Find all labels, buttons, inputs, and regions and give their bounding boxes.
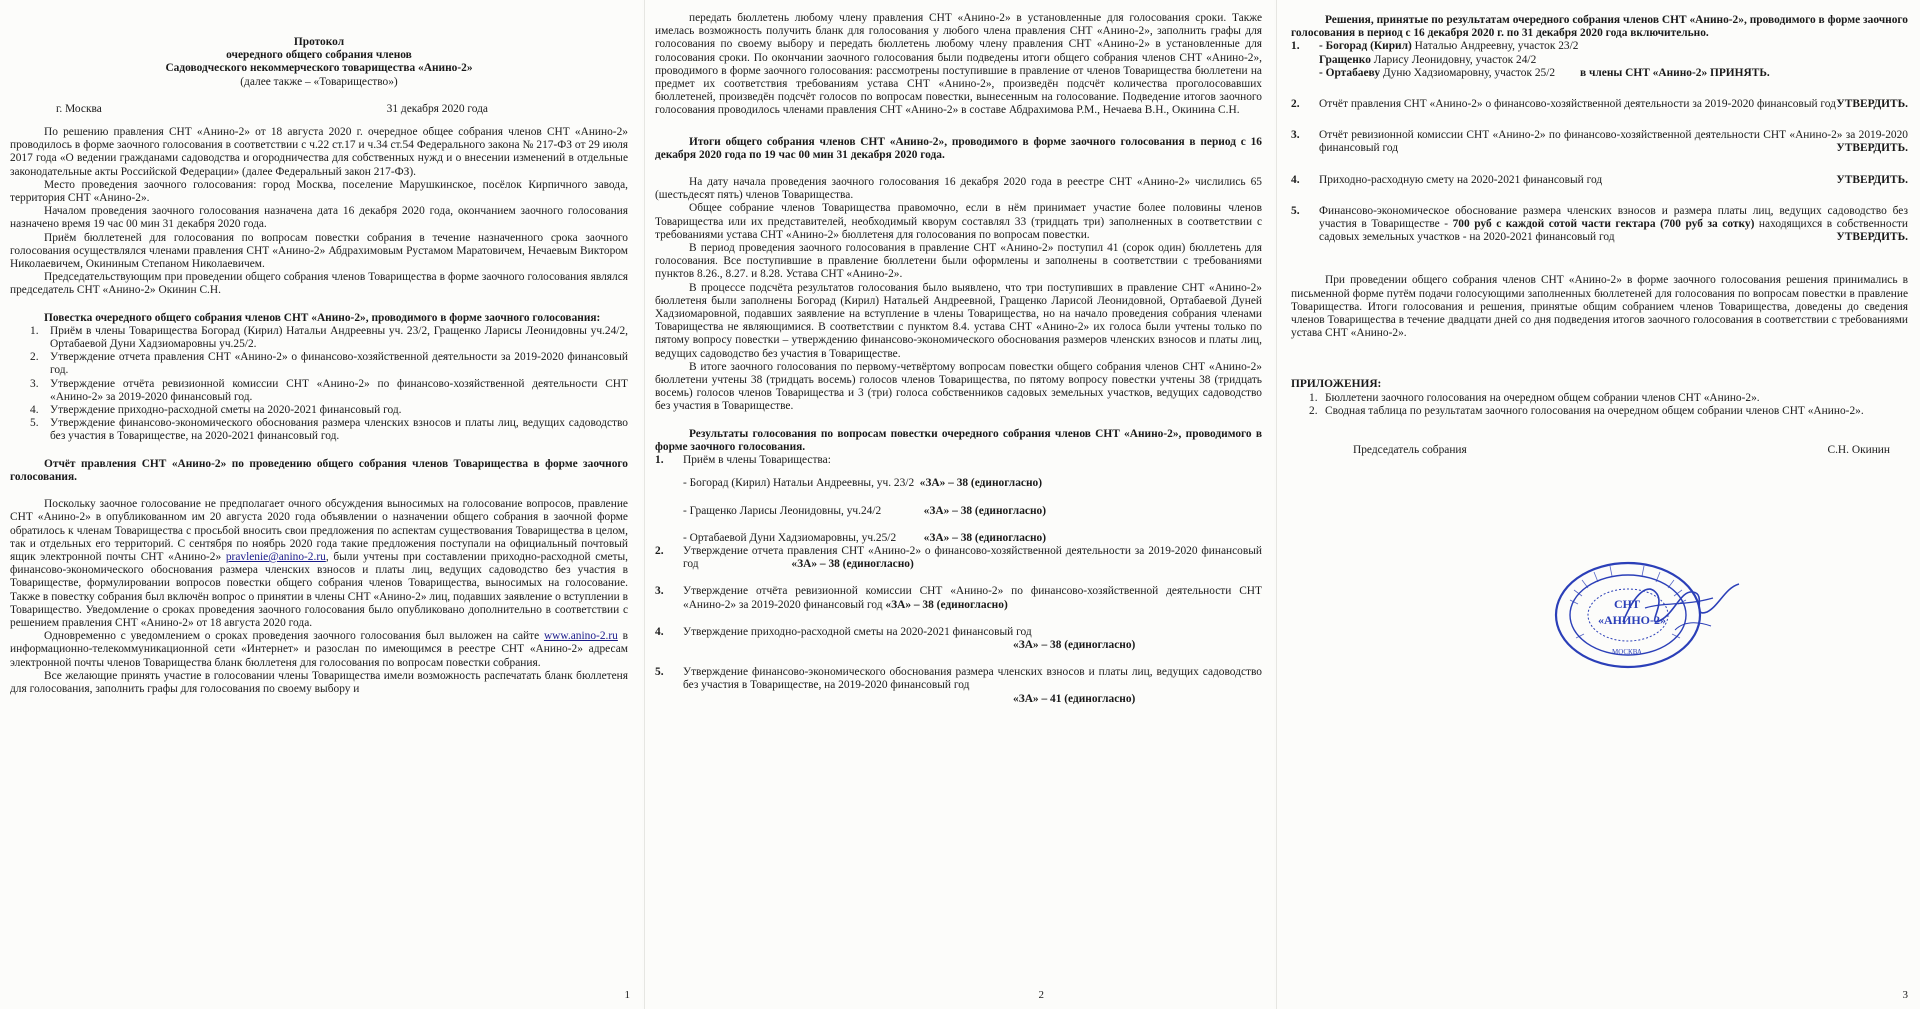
email-link[interactable]: pravlenie@anino-2.ru <box>225 550 326 563</box>
vote-item-3: 3. Утверждение отчёта ревизионной комиссии СНТ «Анино-2» по финансово-хозяйственной деятельности СНТ «Анино-2» за 2019-2020 финансовый год «ЗА» – 38 (единогласно) <box>655 585 1262 611</box>
period-paragraph: Началом проведения заочного голосования назначена дата 16 декабря 2020 года, окончанием заочного голосования назначено время 19 час 00 мин 31 декабря 2020 года. <box>10 205 628 231</box>
votes-title: Результаты голосования по вопросам повестки очередного собрания членов СНТ «Анино-2», проводимого в форме заочного голосования. <box>655 427 1262 453</box>
protocol-page-1 <box>0 0 642 1009</box>
ballots-paragraph: Приём бюллетеней для голосования по вопросам повестки собрания в течение назначенного срока заочного голосования осуществлялся членами правления СНТ «Анино-2» Абдрахимовым Рустамом Маратовичем, Нечаевым Виктором Николаевичем, Окининым Степаном Николаевичем. <box>10 231 628 271</box>
svg-text:СНТ: СНТ <box>1614 597 1641 611</box>
appendix-title: ПРИЛОЖЕНИЯ: <box>1291 378 1382 391</box>
vote-item-5: 5. Утверждение финансово-экономического обоснования размера членских взносов и платы лиц, ведущих садоводство без участия в Товариществе, на 2019-2020 финансовый год «ЗА» – 41 (единогласно) <box>655 666 1262 705</box>
signature-row <box>1291 444 1908 457</box>
decision-item-5: 5. Финансово-экономическое обоснование размера членских взносов и размера платы лиц, ведущих садоводство без участия в Товариществе - 700 руб с каждой сотой части гектара (700 руб за сотку) находящихся в собственности садовых земельных участков - на 2020-2021 финансовый год УТВЕРДИТЬ. <box>1291 204 1908 244</box>
handwritten-signature <box>1615 572 1745 642</box>
site-link[interactable]: www.anino-2.ru <box>543 630 618 643</box>
page-number: 3 <box>1902 989 1908 1001</box>
agenda-list <box>10 325 628 444</box>
venue-paragraph: Место проведения заочного голосования: город Москва, поселение Марушкинское, посёлок Кирпичного завода, территория СНТ «Анино-2». <box>10 178 628 205</box>
decisions-title: Решения, принятые по результатам очередного собрания членов СНТ «Анино-2», проводимого в форме заочного голосования в период с 16 декабря 2020 г. по 31 декабря 2020 года включительно. <box>1291 14 1908 40</box>
results-title: Итоги общего собрания членов СНТ «Анино-2», проводимого в форме заочного голосования в период с 16 декабря 2020 года по 19 час 00 мин 31 декабря 2020 года. <box>655 135 1262 161</box>
page-number: 2 <box>1038 989 1044 1001</box>
agenda-title: Повестка очередного общего собрания членов СНТ «Анино-2», проводимого в форме заочного голосования: <box>44 311 601 324</box>
decision-item-1: 1. - Богорад (Кирил) Наталью Андреевну, участок 23/2 Гращенко Ларису Леонидовну, участок 24/2 - Ортабаеву Дуню Хадзиомаровну, участок 25/2 в члены СНТ «Анино-2» ПРИНЯТЬ. <box>1291 40 1770 79</box>
appendix-list <box>1291 392 1908 418</box>
decision-item-3: 3. Отчёт ревизионной комиссии СНТ «Анино-2» по финансово-хозяйственной деятельности СНТ «Анино-2» за 2019-2020 финансовый год УТВЕРДИТЬ. <box>1291 129 1908 155</box>
vote-candidates <box>655 477 1262 545</box>
doc-date: 31 декабря 2020 года <box>386 102 488 115</box>
page-number: 1 <box>624 989 630 1001</box>
doc-city: г. Москва <box>56 102 102 115</box>
closing-paragraph: При проведении общего собрания членов СНТ «Анино-2» в форме заочного голосования решения принимались в письменной форме путём подачи голосующими заполненных бюллетеней для голосования по вопросам повестки в правление Товарищества. Итоги голосования и решения, принятые общим собранием членов Товарищества, доведены до сведения членов Товарищества в течение двадцати дней со дня подведения итогов заочного голосования в соответствии с требованиями устава СНТ «Анино-2». <box>1291 274 1908 340</box>
continued-paragraph: передать бюллетень любому члену правления СНТ «Анино-2» в установленные для голосования сроки. Также имелась возможность получить бланк для голосования у любого члена правления СНТ «Анино-2», заполнить графы для голосования по своему выбору и передать бюллетень любому члену правления СНТ «Анино-2» в установленные для голосования сроки. По окончании заочного голосования были подведены итоги общего собрания членов СНТ «Анино-2», проводимого в форме заочного голосования: рассмотрены поступившие в правление от членов Товарищества бюллетени на предмет их соответствия требованиям устава СНТ «Анино-2», произведён подсчёт количества проголосовавших бюллетеней, произведён подсчёт голосов по вопросам повестки, вынесенным на голосование. Подведение итогов заочного голосования проводилось членами правления СНТ «Анино-2» в составе Абдрахимова Р.М., Нечаева В.Н., Окинина С.Н. <box>655 12 1262 117</box>
svg-text:«АНИНО-2»: «АНИНО-2» <box>1598 613 1666 627</box>
chair-paragraph: Председательствующим при проведении общего собрания членов Товарищества в форме заочного голосования являлся председатель СНТ «Анино-2» Окинин С.Н. <box>10 271 628 297</box>
protocol-page-2 <box>644 0 1274 1009</box>
decisions-list <box>1291 40 1908 244</box>
doc-title-line3: Садоводческого некоммерческого товарищества «Анино-2» <box>165 62 473 75</box>
vote-item-2: 2. Утверждение отчета правления СНТ «Анино-2» о финансово-хозяйственной деятельности за 2019-2020 финансовый год «ЗА» – 38 (единогласно) <box>655 544 1262 571</box>
vote-item-4: 4. Утверждение приходно-расходной сметы на 2020-2021 финансовый год «ЗА» – 38 (единогласно) <box>655 625 1136 651</box>
vote-item-1: 1. Приём в члены Товарищества: <box>655 454 831 467</box>
decision-item-4: 4. Приходно-расходную смету на 2020-2021 финансовый год УТВЕРДИТЬ. <box>1291 173 1908 186</box>
signer-name: С.Н. Окинин <box>1827 444 1890 457</box>
agenda-item: 5. Утверждение финансово-экономического обоснования размера членских взносов и платы лиц, ведущих садоводство без участия в Товариществе, на 2020-2021 финансовый год. <box>30 417 628 443</box>
candidate-row: - Ортабаевой Дуни Хадзиомаровны, уч.25/2 «ЗА» – 38 (единогласно) <box>683 531 1046 544</box>
candidate-row: - Богорад (Кирил) Натальи Андреевны, уч. 23/2 «ЗА» – 38 (единогласно) <box>683 477 1042 490</box>
doc-title-line1: Протокол <box>293 36 345 48</box>
report-paragraph-3: Все желающие принять участие в голосовании члены Товарищества имели возможность распечатать бланк бюллетеня для голосования, заполнить графы для голосования по своему выбору и <box>10 669 628 695</box>
doc-subtitle: (далее также – «Товарищество») <box>240 75 398 88</box>
appendix-item: 2. Сводная таблица по результатам заочного голосования на очередном общем собрании членов СНТ «Анино-2». <box>1309 404 1864 417</box>
report-title: Отчёт правления СНТ «Анино-2» по проведению общего собрания членов Товарищества в форме заочного голосования. <box>10 457 628 483</box>
quorum-paragraph: Общее собрание членов Товарищества правомочно, если в нём принимает участие более половины членов Товарищества или их представителей, необходимый кворум составлял 33 (тридцать три) заполненных в соответствии с требованиями устава СНТ «Анино-2» бюллетеня для голосования по вопросам повестки. <box>655 202 1262 241</box>
members-paragraph: На дату начала проведения заочного голосования 16 декабря 2020 года в реестре СНТ «Анино-2» числились 65 (шестьдесят пять) членов Товарищества. <box>655 176 1262 202</box>
agenda-item: 3. Утверждение отчёта ревизионной комиссии СНТ «Анино-2» по финансово-хозяйственной деятельности СНТ «Анино-2» за 2019-2020 финансовый год. <box>30 377 628 403</box>
place-date-row <box>10 103 628 116</box>
agenda-item: 1. Приём в члены Товарищества Богорад (Кирил) Натальи Андреевны уч. 23/2, Гращенко Ларисы Леонидовны уч.24/2, Ортабаевой Дуни Хадзиомаровны уч.25/2. <box>30 324 628 351</box>
received-paragraph: В период проведения заочного голосования в правление СНТ «Анино-2» поступил 41 (сорок один) бюллетень для голосования. Все поступившие в правление бюллетени были оформлены и заполнены в соответствии с требованиями пунктов 8.26., 8.27. и 8.28. Устава СНТ «Анино-2». <box>655 242 1262 281</box>
protocol-page-3 <box>1276 0 1920 1009</box>
votes-list-rest <box>655 545 1262 706</box>
votes-list <box>655 454 1262 467</box>
total-paragraph: В итоге заочного голосования по первому-четвёртому вопросам повестки общего собрания членов СНТ «Анино-2» бюллетени учтены 38 (тридцать восемь) голосов членов Товарищества, по пятому вопросу повестки учтены 38 (тридцать восемь) голосов членов Товарищества и 3 (три) голоса собственников садовых земельных участков, ведущих садоводство без участия в Товариществе. <box>655 360 1262 413</box>
decision-item-2: 2. Отчёт правления СНТ «Анино-2» о финансово-хозяйственной деятельности за 2019-2020 финансовый год УТВЕРДИТЬ. <box>1291 98 1908 111</box>
report-paragraph-1: Поскольку заочное голосование не предполагает очного обсуждения выносимых на голосование вопросов, правление СНТ «Анино-2» в опубликованном им 20 августа 2020 года объявлении о назначении общего собрания в заочной форме обратилось к членам Товарищества с просьбой вносить свои предложения по аспектам существования Товарищества в целом, так и отдельных его территорий. С сентября по ноябрь 2020 года такие предложения поступали на официальный почтовый ящик электронной почты СНТ «Анино-2» pravlenie@anino-2.ru, были учтены при составлении приходно-расходной сметы, финансово-экономического обоснования размера членских взносов и платы лиц, ведущих садоводство без участия в Товариществе, формулировании вопросов повестки общего собрания членов Товарищества, выносимых на голосование. Также в повестку собрания был включён вопрос о принятии в члены СНТ «Анино-2» лиц, подавших заявление о вступлении в Товарищество. Уведомление о сроках проведения заочного голосования было опубликовано дополнительно в соответствии с решением правления СНТ «Анино-2» от 18 августа 2020 года. <box>10 498 628 629</box>
appendix-item: 1. Бюллетени заочного голосования на очередном общем собрании членов СНТ «Анино-2». <box>1309 391 1760 404</box>
intro-paragraph: По решению правления СНТ «Анино-2» от 18 августа 2020 г. очередное общее собрания членов СНТ «Анино-2» проводилось в форме заочного голосования в соответствии с ч.22 ст.17 и ч.34 ст.54 Федерального закона № 217-ФЗ от 29 июля 2017 года «О ведении гражданами садоводства и огородничества для собственных нужд и о внесении изменений в отдельные законодательные акты Российской Федерации» (далее Федеральный закон 217-ФЗ). <box>10 126 628 178</box>
agenda-item: 4. Утверждение приходно-расходной сметы на 2020-2021 финансовый год. <box>30 404 402 417</box>
svg-text:МОСКВА: МОСКВА <box>1612 648 1642 656</box>
agenda-item: 2. Утверждение отчета правления СНТ «Анино-2» о финансово-хозяйственной деятельности за 2019-2020 финансовый год. <box>30 351 628 377</box>
candidate-row: - Гращенко Ларисы Леонидовны, уч.24/2 «ЗА» – 38 (единогласно) <box>683 504 1046 517</box>
doc-title-line2: очередного общего собрания членов <box>226 49 412 62</box>
report-paragraph-2: Одновременно с уведомлением о сроках проведения заочного голосования был выложен на сайте www.anino-2.ru в информационно-телекоммуникационной сети «Интернет» и разослан по имеющимся в реестре СНТ «Анино-2» адресам электронной почты членов Товарищества бланк бюллетеня для голосования по вопросам повестки собрания. <box>10 630 629 669</box>
count-paragraph: В процессе подсчёта результатов голосования было выявлено, что три поступивших в правление СНТ «Анино-2» бюллетеня были заполнены Богорад (Кирил) Натальей Андреевной, Гращенко Ларисой Леонидовной, Ортабаевой Дуней Хадзиомаровной, подавших заявление на вступление в члены Товарищества, но на начало проведения собрания членами Товарищества не являющимися. В соответствии с пунктом 8.4. устава СНТ «Анино-2» их голоса были учтены только по пятому вопросу повестки – утверждению финансово-экономического обоснования размеров членских взносов и платы лиц, ведущих садоводство без участия в Товариществе. <box>655 281 1262 360</box>
signer-role: Председатель собрания <box>1353 444 1467 457</box>
